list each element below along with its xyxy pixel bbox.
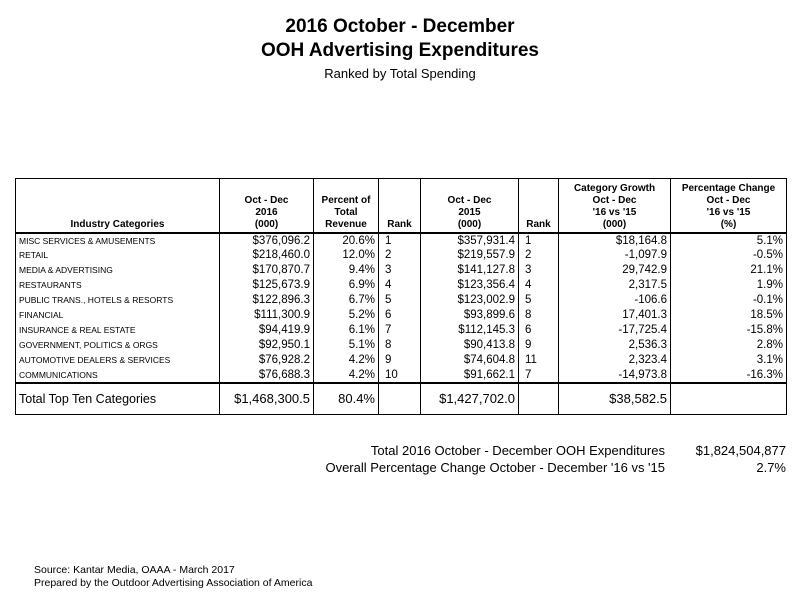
- table-row: [16, 368, 787, 383]
- header-industry-categories: Industry Categories: [16, 179, 220, 233]
- category-cell: FINANCIAL: [16, 308, 220, 323]
- spend-2015-cell: $74,604.8: [421, 353, 519, 368]
- header-rank-2015: Rank: [519, 179, 559, 233]
- category-cell: PUBLIC TRANS., HOTELS & RESORTS: [16, 293, 220, 308]
- spend-2016-cell: $125,673.9: [220, 278, 314, 293]
- spend-2016-cell: $92,950.1: [220, 338, 314, 353]
- table-row: [16, 233, 787, 248]
- total-rank-2016-empty: [379, 383, 421, 415]
- rank-2015-cell: 6: [519, 323, 559, 338]
- total-spend-2015: $1,427,702.0: [421, 383, 519, 415]
- rank-2015-cell: 2: [519, 248, 559, 263]
- total-rank-2015-empty: [519, 383, 559, 415]
- spend-2015-cell: $219,557.9: [421, 248, 519, 263]
- category-cell: MISC SERVICES & AMUSEMENTS: [16, 233, 220, 248]
- report-subtitle: Ranked by Total Spending: [324, 66, 476, 81]
- category-cell: COMMUNICATIONS: [16, 368, 220, 383]
- header-spend-2016: Oct - Dec 2016 (000): [220, 179, 314, 233]
- summary-change-row: [300, 459, 786, 476]
- percent-cell: 12.0%: [314, 248, 379, 263]
- spend-2016-cell: $170,870.7: [220, 263, 314, 278]
- report-subject: OOH Advertising Expenditures: [260, 40, 539, 61]
- rank-2015-cell: 7: [519, 368, 559, 383]
- rank-2015-cell: 4: [519, 278, 559, 293]
- percent-cell: 6.7%: [314, 293, 379, 308]
- percent-cell: 6.1%: [314, 323, 379, 338]
- category-cell: MEDIA & ADVERTISING: [16, 263, 220, 278]
- change-cell: 1.9%: [671, 278, 787, 293]
- growth-cell: -106.6: [559, 293, 671, 308]
- header-percentage-change: Percentage Change Oct - Dec '16 vs '15 (%): [671, 179, 787, 233]
- rank-2016-cell: 5: [379, 293, 421, 308]
- table-row: [16, 353, 787, 368]
- growth-cell: 2,323.4: [559, 353, 671, 368]
- spend-2015-cell: $357,931.4: [421, 233, 519, 248]
- change-cell: -16.3%: [671, 368, 787, 383]
- summary-block: [300, 442, 786, 476]
- header-percent-revenue: Percent of Total Revenue: [314, 179, 379, 233]
- spend-2015-cell: $123,002.9: [421, 293, 519, 308]
- percent-cell: 4.2%: [314, 353, 379, 368]
- rank-2016-cell: 6: [379, 308, 421, 323]
- header-row: [16, 179, 787, 233]
- spend-2016-cell: $218,460.0: [220, 248, 314, 263]
- total-row: [16, 383, 787, 415]
- growth-cell: $18,164.8: [559, 233, 671, 248]
- change-cell: 18.5%: [671, 308, 787, 323]
- growth-cell: -17,725.4: [559, 323, 671, 338]
- rank-2015-cell: 8: [519, 308, 559, 323]
- spend-2015-cell: $93,899.6: [421, 308, 519, 323]
- spend-2015-cell: $112,145.3: [421, 323, 519, 338]
- spend-2016-cell: $76,928.2: [220, 353, 314, 368]
- spend-2015-cell: $90,413.8: [421, 338, 519, 353]
- header-rank-2016: Rank: [379, 179, 421, 233]
- rank-2016-cell: 8: [379, 338, 421, 353]
- rank-2016-cell: 2: [379, 248, 421, 263]
- growth-cell: -1,097.9: [559, 248, 671, 263]
- change-cell: 21.1%: [671, 263, 787, 278]
- category-cell: GOVERNMENT, POLITICS & ORGS: [16, 338, 220, 353]
- spend-2015-cell: $141,127.8: [421, 263, 519, 278]
- change-cell: 3.1%: [671, 353, 787, 368]
- change-cell: 5.1%: [671, 233, 787, 248]
- table-row: [16, 338, 787, 353]
- table-row: [16, 278, 787, 293]
- summary-total-value: $1,824,504,877: [695, 443, 786, 458]
- table-row: [16, 263, 787, 278]
- growth-cell: 2,317.5: [559, 278, 671, 293]
- change-cell: -0.1%: [671, 293, 787, 308]
- rank-2015-cell: 1: [519, 233, 559, 248]
- rank-2016-cell: 3: [379, 263, 421, 278]
- table-row: [16, 308, 787, 323]
- source-note: Source: Kantar Media, OAAA - March 2017: [34, 564, 235, 576]
- spend-2015-cell: $123,356.4: [421, 278, 519, 293]
- rank-2015-cell: 5: [519, 293, 559, 308]
- growth-cell: 29,742.9: [559, 263, 671, 278]
- change-cell: -15.8%: [671, 323, 787, 338]
- summary-change-value: 2.7%: [756, 460, 786, 475]
- table-row: [16, 323, 787, 338]
- table-row: [16, 248, 787, 263]
- spend-2016-cell: $122,896.3: [220, 293, 314, 308]
- header-spend-2015: Oct - Dec 2015 (000): [421, 179, 519, 233]
- change-cell: 2.8%: [671, 338, 787, 353]
- summary-total-label: Total 2016 October - December OOH Expenditures: [370, 443, 665, 458]
- prepared-by-note: Prepared by the Outdoor Advertising Association of America: [34, 577, 313, 589]
- rank-2015-cell: 3: [519, 263, 559, 278]
- growth-cell: 2,536.3: [559, 338, 671, 353]
- percent-cell: 4.2%: [314, 368, 379, 383]
- category-cell: AUTOMOTIVE DEALERS & SERVICES: [16, 353, 220, 368]
- total-percent: 80.4%: [314, 383, 379, 415]
- spend-2016-cell: $111,300.9: [220, 308, 314, 323]
- rank-2016-cell: 1: [379, 233, 421, 248]
- rank-2016-cell: 10: [379, 368, 421, 383]
- expenditures-table: [15, 178, 787, 415]
- total-spend-2016: $1,468,300.5: [220, 383, 314, 415]
- spend-2016-cell: $94,419.9: [220, 323, 314, 338]
- growth-cell: -14,973.8: [559, 368, 671, 383]
- spend-2016-cell: $76,688.3: [220, 368, 314, 383]
- report-title: 2016 October - December: [285, 16, 515, 37]
- percent-cell: 5.2%: [314, 308, 379, 323]
- total-label: Total Top Ten Categories: [16, 383, 220, 415]
- table-row: [16, 293, 787, 308]
- percent-cell: 6.9%: [314, 278, 379, 293]
- category-cell: RETAIL: [16, 248, 220, 263]
- percent-cell: 9.4%: [314, 263, 379, 278]
- category-cell: RESTAURANTS: [16, 278, 220, 293]
- summary-total-row: [300, 442, 786, 459]
- percent-cell: 5.1%: [314, 338, 379, 353]
- rank-2015-cell: 9: [519, 338, 559, 353]
- total-change-empty: [671, 383, 787, 415]
- spend-2015-cell: $91,662.1: [421, 368, 519, 383]
- category-cell: INSURANCE & REAL ESTATE: [16, 323, 220, 338]
- percent-cell: 20.6%: [314, 233, 379, 248]
- rank-2015-cell: 11: [519, 353, 559, 368]
- summary-change-label: Overall Percentage Change October - December '16 vs '15: [325, 460, 665, 475]
- header-category-growth: Category Growth Oct - Dec '16 vs '15 (000): [559, 179, 671, 233]
- rank-2016-cell: 4: [379, 278, 421, 293]
- growth-cell: 17,401.3: [559, 308, 671, 323]
- rank-2016-cell: 9: [379, 353, 421, 368]
- change-cell: -0.5%: [671, 248, 787, 263]
- rank-2016-cell: 7: [379, 323, 421, 338]
- total-growth: $38,582.5: [559, 383, 671, 415]
- spend-2016-cell: $376,096.2: [220, 233, 314, 248]
